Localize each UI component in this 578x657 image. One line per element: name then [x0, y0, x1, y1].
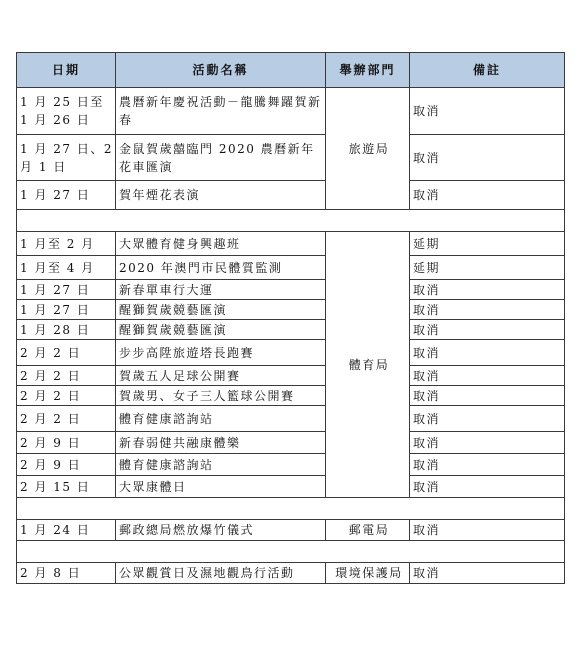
remark-cell: 取消 — [410, 88, 565, 135]
remark-cell: 延期 — [410, 256, 565, 280]
table-row — [17, 386, 565, 406]
activity-cell: 2020 年澳門市民體質監測 — [116, 256, 326, 280]
separator-row — [17, 541, 565, 563]
table-row — [17, 135, 565, 181]
table-row — [17, 181, 565, 210]
activity-cell: 步步高陞旅遊塔長跑賽 — [116, 340, 326, 366]
table-row — [17, 320, 565, 340]
remark-cell: 取消 — [410, 454, 565, 476]
remark-cell: 取消 — [410, 320, 565, 340]
activity-cell: 醒獅賀歲競藝匯演 — [116, 300, 326, 320]
remark-cell: 取消 — [410, 476, 565, 498]
remark-cell: 取消 — [410, 563, 565, 584]
activity-cell: 公眾觀賞日及濕地觀鳥行活動 — [116, 563, 326, 584]
activity-cell: 賀歲五人足球公開賽 — [116, 366, 326, 386]
table-row — [17, 280, 565, 300]
table-row — [17, 454, 565, 476]
header-date: 日期 — [17, 53, 116, 88]
date-cell: 2 月 15 日 — [17, 476, 116, 498]
dept-cell: 郵電局 — [326, 520, 410, 541]
dept-cell: 環境保護局 — [326, 563, 410, 584]
remark-cell: 取消 — [410, 280, 565, 300]
remark-cell: 取消 — [410, 340, 565, 366]
table-row — [17, 520, 565, 541]
date-cell: 2 月 2 日 — [17, 406, 116, 432]
activity-cell: 賀年煙花表演 — [116, 181, 326, 210]
dept-cell: 體育局 — [326, 232, 410, 498]
table-row — [17, 256, 565, 280]
table-row — [17, 476, 565, 498]
header-activity: 活動名稱 — [116, 53, 326, 88]
date-cell: 1 月 27 日 — [17, 181, 116, 210]
remark-cell: 取消 — [410, 386, 565, 406]
remark-cell: 延期 — [410, 232, 565, 256]
date-cell: 2 月 2 日 — [17, 386, 116, 406]
activity-cell: 金鼠賀歲囍臨門 2020 農曆新年花車匯演 — [116, 135, 326, 181]
activity-cell: 醒獅賀歲競藝匯演 — [116, 320, 326, 340]
remark-cell: 取消 — [410, 366, 565, 386]
separator-row — [17, 498, 565, 520]
header-dept: 舉辦部門 — [326, 53, 410, 88]
date-cell: 1 月 25 日至 1 月 26 日 — [17, 88, 116, 135]
table-row — [17, 300, 565, 320]
remark-cell: 取消 — [410, 520, 565, 541]
activity-cell: 賀歲男、女子三人籃球公開賽 — [116, 386, 326, 406]
remark-cell: 取消 — [410, 300, 565, 320]
activity-cell: 大眾康體日 — [116, 476, 326, 498]
table-row — [17, 366, 565, 386]
table-row — [17, 432, 565, 454]
activity-cell: 大眾體育健身興趣班 — [116, 232, 326, 256]
remark-cell: 取消 — [410, 432, 565, 454]
remark-cell: 取消 — [410, 181, 565, 210]
events-table — [16, 52, 565, 584]
table-row — [17, 340, 565, 366]
table-row — [17, 563, 565, 584]
separator-row — [17, 210, 565, 232]
activity-cell: 農曆新年慶祝活動－龍騰舞躍賀新春 — [116, 88, 326, 135]
activity-cell: 新春弱健共融康體樂 — [116, 432, 326, 454]
remark-cell: 取消 — [410, 406, 565, 432]
date-cell: 1 月 28 日 — [17, 320, 116, 340]
activity-cell: 新春單車行大運 — [116, 280, 326, 300]
table-row — [17, 88, 565, 135]
date-cell: 2 月 9 日 — [17, 454, 116, 476]
date-cell: 2 月 2 日 — [17, 366, 116, 386]
date-cell: 2 月 9 日 — [17, 432, 116, 454]
date-cell: 1 月至 2 月 — [17, 232, 116, 256]
table-row — [17, 406, 565, 432]
header-remark: 備註 — [410, 53, 565, 88]
header-row — [17, 53, 565, 88]
table-row — [17, 232, 565, 256]
activity-cell: 體育健康諮詢站 — [116, 406, 326, 432]
activity-cell: 體育健康諮詢站 — [116, 454, 326, 476]
date-cell: 1 月 27 日 — [17, 280, 116, 300]
activity-cell: 郵政總局燃放爆竹儀式 — [116, 520, 326, 541]
date-cell: 1 月 27 日、2 月 1 日 — [17, 135, 116, 181]
dept-cell: 旅遊局 — [326, 88, 410, 210]
remark-cell: 取消 — [410, 135, 565, 181]
date-cell: 1 月至 4 月 — [17, 256, 116, 280]
date-cell: 2 月 2 日 — [17, 340, 116, 366]
date-cell: 2 月 8 日 — [17, 563, 116, 584]
date-cell: 1 月 27 日 — [17, 300, 116, 320]
date-cell: 1 月 24 日 — [17, 520, 116, 541]
